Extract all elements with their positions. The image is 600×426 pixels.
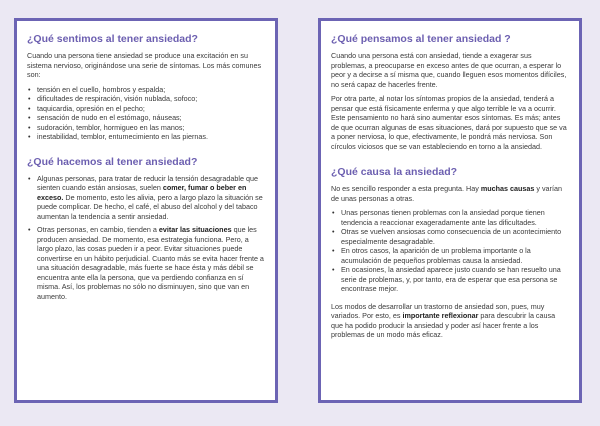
list-item: • inestabilidad, temblor, entumecimiento en las piernas. <box>37 132 265 142</box>
right-panel <box>318 18 582 403</box>
causes-list <box>331 208 569 294</box>
section-title-sentimos: ¿Qué sentimos al tener ansiedad? <box>27 33 198 45</box>
list-item: • sensación de nudo en el estómago, náuseas; <box>37 113 265 123</box>
section-title-hacemos: ¿Qué hacemos al tener ansiedad? <box>27 155 198 168</box>
section-title-causa: ¿Qué causa la ansiedad? <box>331 166 458 178</box>
list-item: • Unas personas tienen problemas con la ansiedad porque tienen tendencia a reaccionar exageradamente ante las dificultades. <box>341 208 569 227</box>
causa-intro: No es sencillo responder a esta pregunta. Hay muchas causas y varían de unas personas a otras. <box>331 184 562 203</box>
list-item: • taquicardia, opresión en el pecho; <box>37 104 265 114</box>
list-item: • Otras personas, en cambio, tienden a evitar las situaciones que les producen ansiedad. De momento, esa estrategia funciona. Pero, a largo plazo, las cosas pueden ir a peor. Evitar situaciones puede convertirse en un hábito perjudicial. Cuanto más se evita hacer frente a una situación desagradable, más fuerte se hace ésta y más débil se encuentra ante ella la persona, que va perdiendo confianza en sí misma. Así, los problemas no sólo no disminuyen, sino que van en aumento. <box>37 225 265 301</box>
left-panel <box>14 18 278 403</box>
list-item: • tensión en el cuello, hombros y espalda; <box>37 85 265 95</box>
causa-outro: Los modos de desarrollar un trastorno de ansiedad son, pues, muy variados. Por esto, es importante reflexionar para descubrir la causa que ha podido producir la ansiedad y poder así hacer frente a los problemas de un modo más eficaz. <box>331 301 556 339</box>
list-item: • dificultades de respiración, visión nublada, sofoco; <box>37 94 265 104</box>
list-item: • Algunas personas, para tratar de reducir la tensión desagradable que sienten cuando están ansiosas, suelen comer, fumar o beber en exceso. De momento, esto les alivia, pero a largo plazo la situación se puede complicar. De hecho, el café, el abuso del alcohol y del tabaco aumentan la tendencia a sentir ansiedad. <box>37 174 265 222</box>
sentimos-intro: Cuando una persona tiene ansiedad se produce una excitación en su sistema nervioso, originándose una serie de síntomas. Los más comunes son: <box>27 51 262 79</box>
symptoms-list <box>27 85 265 142</box>
list-item: • En ocasiones, la ansiedad aparece justo cuando se han resuelto una serie de problemas, y, por tanto, era de esperar que esa persona se encontrase mejor. <box>341 265 569 294</box>
pensamos-paragraph-1: Cuando una persona está con ansiedad, tiende a exagerar sus problemas, a preocuparse en exceso antes de que ocurran, a esperar lo peor y a decirse a sí misma que, cuando lleguen esos momentos difíciles, no será capaz de hacerles frente. <box>331 51 567 89</box>
list-item: • En otros casos, la aparición de un problema importante o la acumulación de pequeños problemas causa la ansiedad. <box>341 246 569 265</box>
hacemos-list <box>27 174 265 302</box>
section-title-pensamos: ¿Qué pensamos al tener ansiedad ? <box>331 33 511 45</box>
list-item: • Otras se vuelven ansiosas como consecuencia de un acontecimiento especialmente desagradable. <box>341 227 569 246</box>
pensamos-paragraph-2: Por otra parte, al notar los síntomas propios de la ansiedad, tenderá a pensar que está físicamente enferma y que algo terrible le va a ocurrir. Este pensamiento no hará sino aumentar esos síntomas. Es más; antes de que ocurran algunas de esas situaciones, dará por supuesto que se va a poner nerviosa, lo que, efectivamente, le pondrá más nerviosa. Son círculos viciosos que se van estableciendo en torno a la ansiedad. <box>331 94 567 151</box>
list-item: • sudoración, temblor, hormigueo en las manos; <box>37 123 265 133</box>
